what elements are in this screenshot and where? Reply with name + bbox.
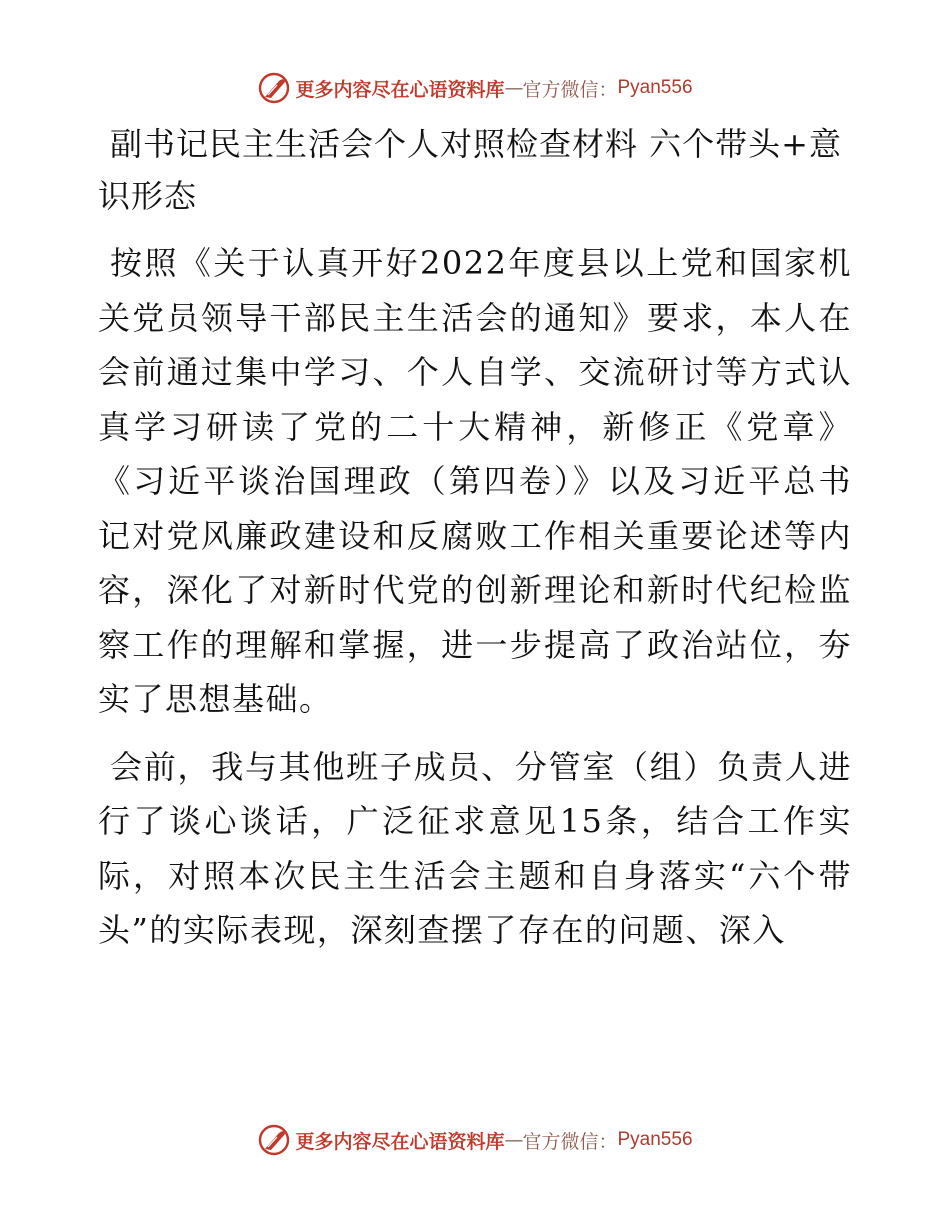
paragraph-2: 会前，我与其他班子成员、分管室（组）负责人进行了谈心谈话，广泛征求意见15条，结合工作实际，对照本次民主生活会主题和自身落实“六个带头”的实际表现，深刻查摆了存在的问题、深入 (98, 747, 852, 949)
watermark-wechat-id: Pyan556 (617, 77, 693, 98)
header-watermark (0, 68, 950, 108)
watermark-dash: — (504, 77, 523, 99)
quill-logo-icon (257, 1123, 291, 1157)
watermark-lead-text: 更多内容尽在心语资料库 (295, 1130, 505, 1153)
quill-logo-icon (257, 71, 291, 105)
footer-watermark (0, 1120, 950, 1160)
document-body (98, 118, 852, 958)
watermark-wechat-label: 官方微信： (522, 1130, 618, 1153)
document-title: 副书记民主生活会个人对照检查材料 六个带头+意识形态 (98, 125, 842, 215)
watermark-wechat-id: Pyan556 (617, 1129, 693, 1150)
watermark-wechat-label: 官方微信： (522, 78, 618, 101)
watermark-lead-text: 更多内容尽在心语资料库 (295, 78, 505, 101)
watermark-dash: — (504, 1129, 523, 1151)
paragraph-1: 按照《关于认真开好2022年度县以上党和国家机关党员领导干部民主生活会的通知》要求，本人在会前通过集中学习、个人自学、交流研讨等方式认真学习研读了党的二十大精神，新修正《党章》《习近平谈治国理政（第四卷）》以及习近平总书记对党风廉政建设和反腐败工作相关重要论述等内容，深化了对新时代党的创新理论和新时代纪检监察工作的理解和掌握，进一步提高了政治站位，夯实了思想基础。 (98, 244, 852, 718)
